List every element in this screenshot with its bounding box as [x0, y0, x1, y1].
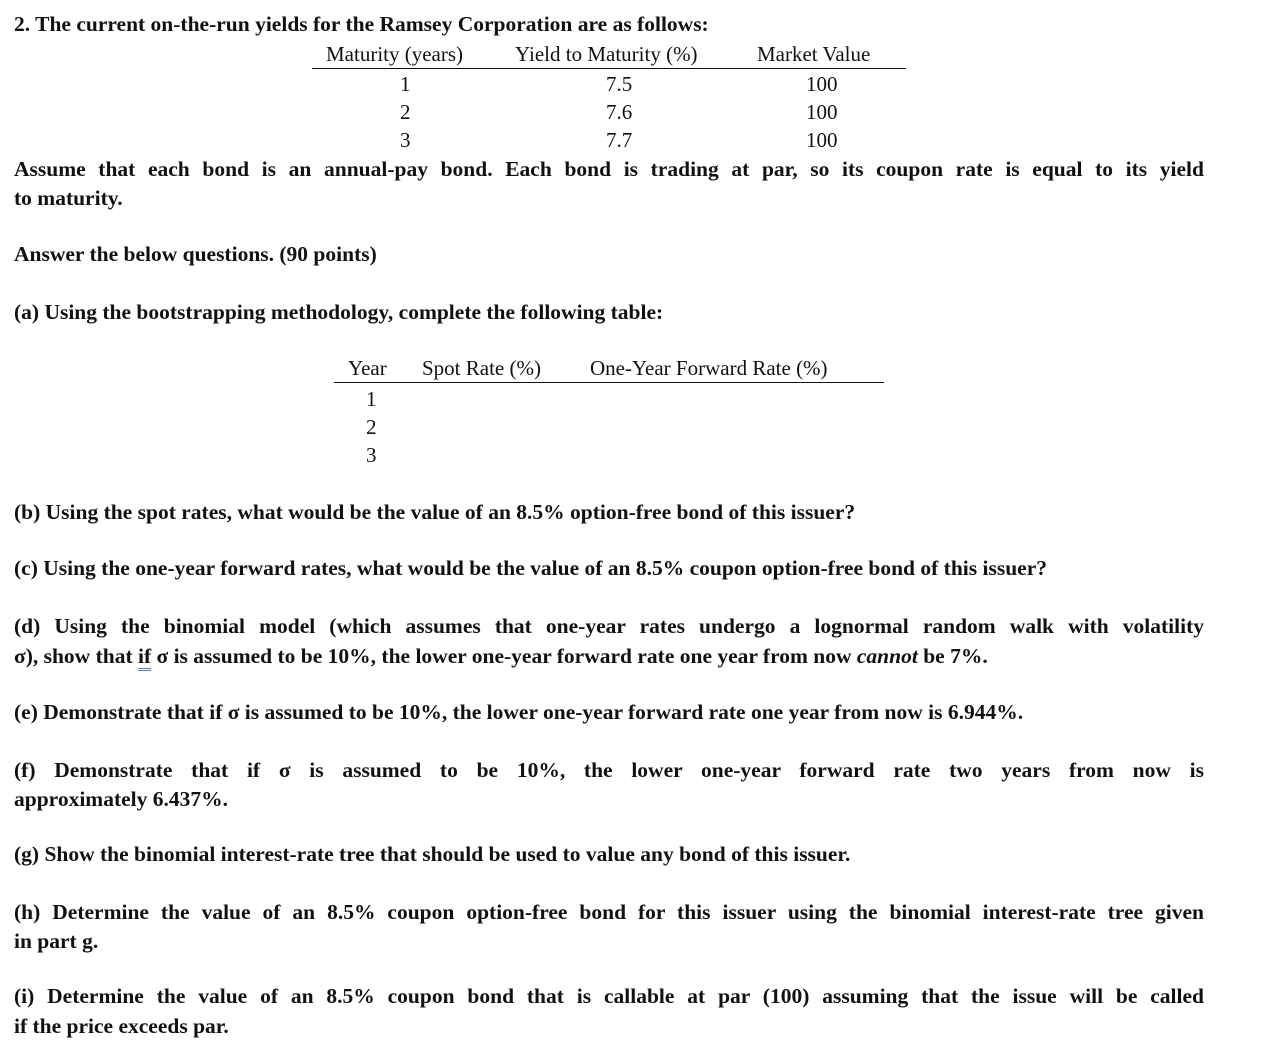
market-value-cell: 100 — [806, 72, 838, 96]
year-cell: 2 — [366, 415, 377, 439]
part-a-text: (a) Using the bootstrapping methodology, complete the following table: — [14, 300, 664, 324]
bootstrap-header-spot-rate: Spot Rate (%) — [422, 356, 541, 380]
instruction-text: Answer the below questions. (90 points) — [14, 242, 377, 266]
maturity-cell: 1 — [400, 72, 411, 96]
part-e-text: (e) Demonstrate that if σ is assumed to be 10%, the lower one-year forward rate one year from now is 6.944%. — [14, 700, 1024, 724]
part-d-segment: σ), show that — [14, 644, 138, 668]
yields-header-ytm: Yield to Maturity (%) — [515, 42, 698, 66]
ytm-cell: 7.6 — [606, 100, 633, 124]
part-h-text-line1: (h) Determine the value of an 8.5% coupon option-free bond for this issuer using the binomial interest-rate tree given — [14, 900, 1204, 924]
yields-header-market-value: Market Value — [757, 42, 871, 66]
bootstrap-header-forward-rate: One-Year Forward Rate (%) — [590, 356, 828, 380]
bootstrap-header-rule — [334, 382, 884, 383]
market-value-cell: 100 — [806, 100, 838, 124]
year-cell: 1 — [366, 387, 377, 411]
ytm-cell: 7.5 — [606, 72, 633, 96]
bootstrap-header-year: Year — [348, 356, 387, 380]
year-cell: 3 — [366, 443, 377, 467]
part-d-text-line1: (d) Using the binomial model (which assumes that one-year rates undergo a lognormal random walk with volatility — [14, 614, 1204, 638]
part-i-text-line1: (i) Determine the value of an 8.5% coupon bond that is callable at par (100) assuming that the issue will be called — [14, 984, 1204, 1008]
part-i-text-line2: if the price exceeds par. — [14, 1014, 229, 1038]
market-value-cell: 100 — [806, 128, 838, 152]
maturity-cell: 2 — [400, 100, 411, 124]
assumption-text-line1: Assume that each bond is an annual-pay bond. Each bond is trading at par, so its coupon rate is equal to its yield — [14, 157, 1204, 181]
yields-header-maturity: Maturity (years) — [326, 42, 464, 66]
question-title: 2. The current on-the-run yields for the Ramsey Corporation are as follows: — [14, 12, 709, 36]
part-d-emphasis-cannot: cannot — [856, 644, 918, 668]
yields-header-rule — [312, 68, 906, 69]
part-d-segment: be 7%. — [917, 644, 988, 668]
part-c-text: (c) Using the one-year forward rates, what would be the value of an 8.5% coupon option-free bond of this issuer? — [14, 556, 1047, 580]
part-d-text-line2 — [14, 643, 988, 669]
part-f-text-line1: (f) Demonstrate that if σ is assumed to be 10%, the lower one-year forward rate two years from now is — [14, 758, 1204, 782]
part-d-underlined-if: if — [138, 644, 151, 671]
part-f-text-line2: approximately 6.437%. — [14, 787, 229, 811]
part-g-text: (g) Show the binomial interest-rate tree that should be used to value any bond of this issuer. — [14, 842, 851, 866]
part-h-text-line2: in part g. — [14, 929, 99, 953]
assumption-text-line2: to maturity. — [14, 186, 123, 210]
part-d-segment: σ is assumed to be 10%, the lower one-year forward rate one year from now — [151, 644, 857, 668]
maturity-cell: 3 — [400, 128, 411, 152]
ytm-cell: 7.7 — [606, 128, 633, 152]
part-b-text: (b) Using the spot rates, what would be the value of an 8.5% option-free bond of this issuer? — [14, 500, 856, 524]
